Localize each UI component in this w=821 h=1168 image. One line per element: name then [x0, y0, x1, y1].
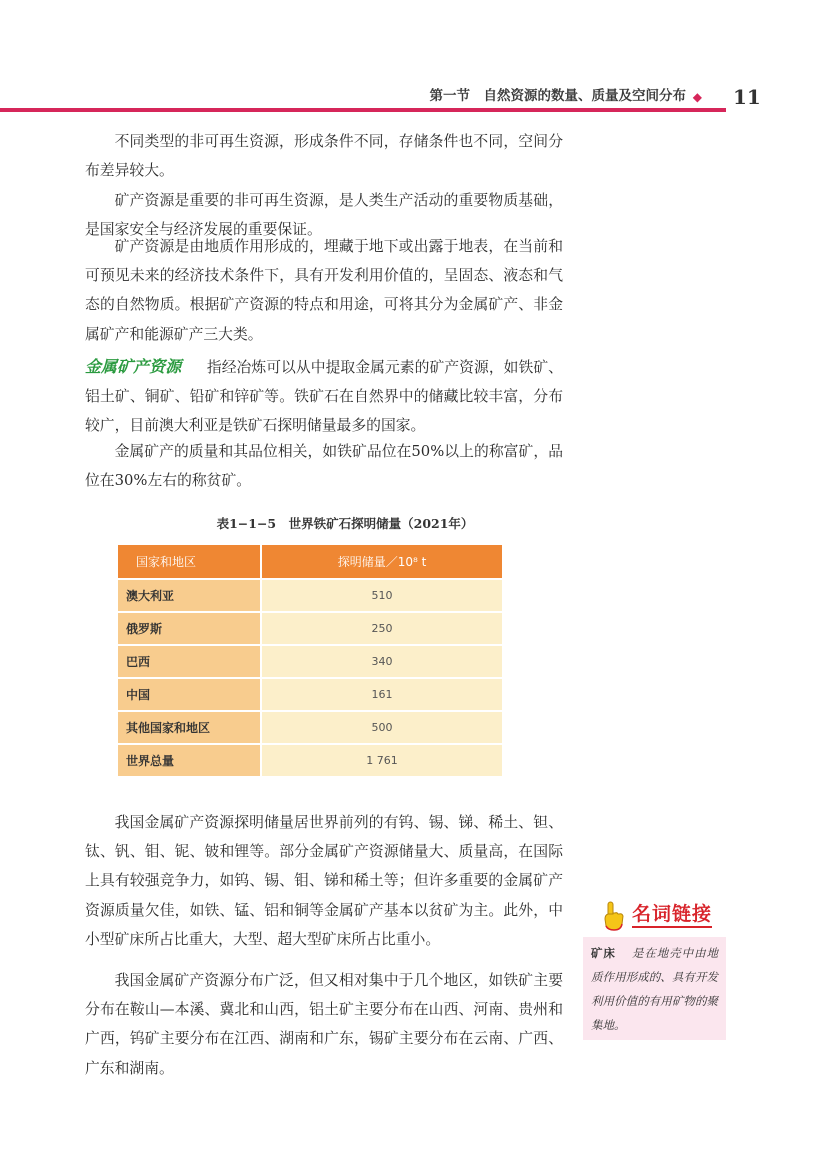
row-country: 世界总量 [118, 744, 261, 776]
paragraph-7: 我国金属矿产资源分布广泛，但又相对集中于几个地区，如铁矿主要分布在鞍山—本溪、冀北和山西，铝土矿主要分布在山西、河南、贵州和广西，钨矿主要分布在江西、湖南和广东，锡矿主要分布在云南、广西、广东和湖南。 [85, 972, 563, 1077]
row-value: 510 [261, 579, 502, 612]
table-row [118, 711, 502, 744]
header-country: 国家和地区 [118, 545, 261, 579]
iron-ore-reserves-table [118, 545, 502, 776]
paragraph-1: 不同类型的非可再生资源，形成条件不同，存储条件也不同，空间分布差异较大。 [85, 133, 563, 180]
paragraph-4 [85, 352, 563, 441]
page-header [0, 86, 726, 112]
paragraph-4-text: 指经冶炼可以从中提取金属元素的矿产资源，如铁矿、铝土矿、铜矿、铅矿和锌矿等。铁矿石在自然界中的储藏比较丰富，分布较广，目前澳大利亚是铁矿石探明储量最多的国家。 [85, 359, 563, 435]
row-value: 340 [261, 645, 502, 678]
paragraph-3: 矿产资源是由地质作用形成的，埋藏于地下或出露于地表，在当前和可预见未来的经济技术条件下，具有开发利用价值的，呈固态、液态和气态的自然物质。根据矿产资源的特点和用途，可将其分为金属矿产、非金属矿产和能源矿产三大类。 [85, 238, 563, 343]
table-row [118, 579, 502, 612]
glossary-term: 矿床 [591, 946, 616, 960]
table-row [118, 612, 502, 645]
glossary-title: 名词链接 [632, 902, 712, 928]
table-caption: 表1−1−5 世界铁矿石探明储量（2021年） [216, 516, 474, 531]
row-country: 中国 [118, 678, 261, 711]
diamond-icon: ◆ [692, 90, 702, 104]
row-value: 500 [261, 711, 502, 744]
table-row [118, 744, 502, 776]
row-value: 250 [261, 612, 502, 645]
paragraph-2: 矿产资源是重要的非可再生资源，是人类生产活动的重要物质基础，是国家安全与经济发展的重要保证。 [85, 192, 563, 239]
glossary-box [583, 937, 726, 1040]
table-row [118, 678, 502, 711]
row-value: 161 [261, 678, 502, 711]
row-country: 澳大利亚 [118, 579, 261, 612]
row-country: 其他国家和地区 [118, 711, 261, 744]
section-title: 第一节 自然资源的数量、质量及空间分布 [429, 88, 686, 104]
table-header-row [118, 545, 502, 579]
paragraph-5: 金属矿产的质量和其品位相关，如铁矿品位在50%以上的称富矿，品位在30%左右的称贫矿。 [85, 443, 563, 490]
page-number: 11 [733, 85, 761, 109]
header-rule [0, 108, 726, 112]
glossary-definition: 是在地壳中由地质作用形成的、具有开发利用价值的有用矿物的聚集地。 [591, 946, 719, 1032]
header-reserves: 探明储量／10⁸ t [261, 545, 502, 579]
glossary-header [602, 900, 742, 934]
row-country: 俄罗斯 [118, 612, 261, 645]
paragraph-6: 我国金属矿产资源探明储量居世界前列的有钨、锡、锑、稀土、钽、钛、钒、钼、铌、铍和锂等。部分金属矿产资源储量大、质量高，在国际上具有较强竞争力，如钨、锡、钼、锑和稀土等；但许多重要的金属矿产资源质量欠佳，如铁、锰、铝和铜等金属矿产基本以贫矿为主。此外，中小型矿床所占比重大，大型、超大型矿床所占比重小。 [85, 814, 563, 948]
table-row [118, 645, 502, 678]
row-country: 巴西 [118, 645, 261, 678]
row-value: 1 761 [261, 744, 502, 776]
pointing-hand-icon [602, 900, 626, 932]
term-metal-minerals: 金属矿产资源 [85, 357, 182, 376]
